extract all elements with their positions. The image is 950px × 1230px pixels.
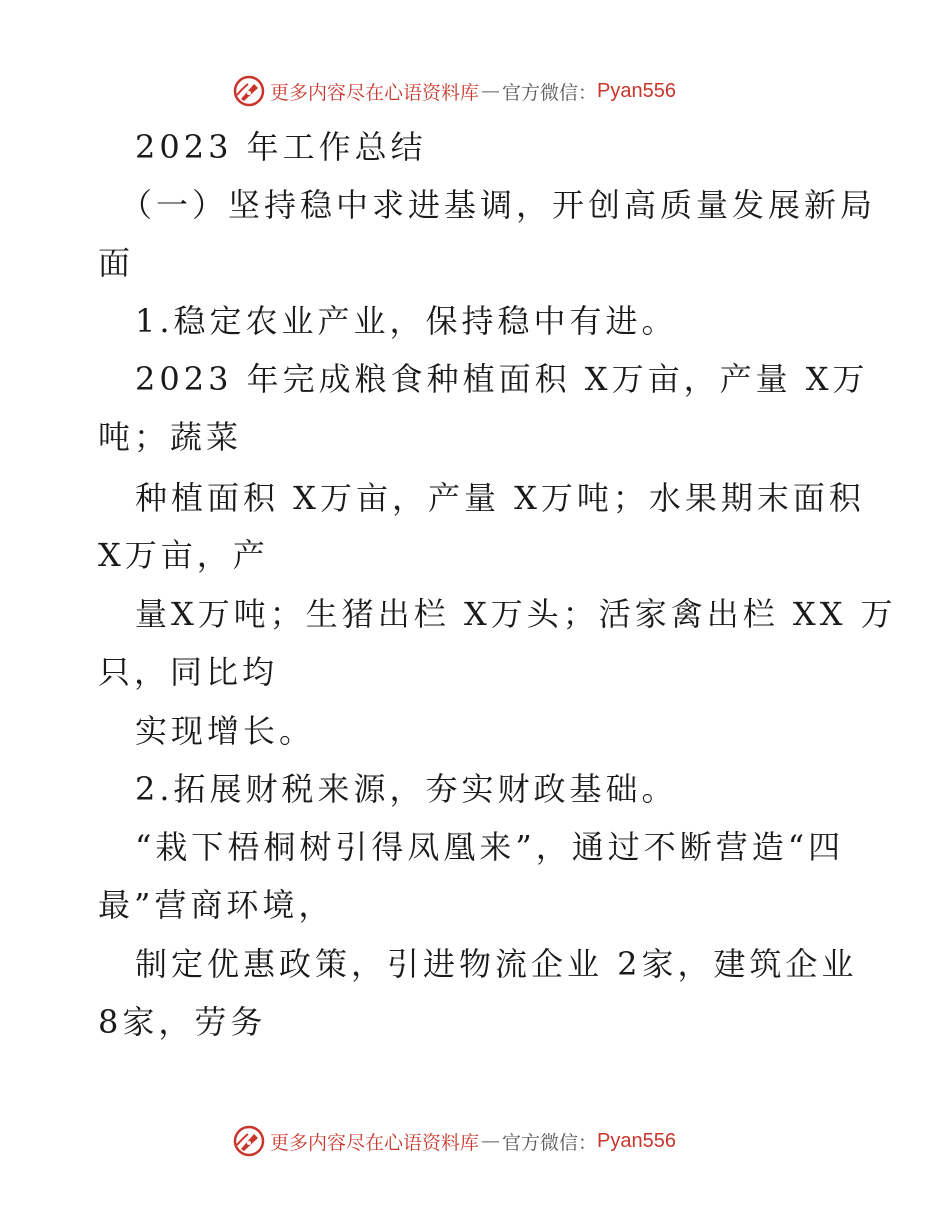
banner-main-text: 更多内容尽在心语资料库 bbox=[270, 1131, 480, 1154]
text-line: 种植面积 X万亩，产量 X万吨；水果期末面积 bbox=[135, 479, 865, 517]
text-line: 实现增长。 bbox=[135, 712, 316, 750]
section-heading: （一）坚持稳中求进基调，开创高质量发展新局 bbox=[120, 186, 877, 224]
footer-watermark-banner bbox=[232, 1124, 712, 1158]
banner-wechat-label: 官方微信： bbox=[502, 81, 598, 104]
banner-wechat-label: 官方微信： bbox=[502, 1131, 598, 1154]
text-line: 量X万吨；生猪出栏 X万头；活家禽出栏 XX 万 bbox=[135, 595, 897, 633]
pen-nib-circle-icon bbox=[232, 74, 266, 108]
text-line: 2023 年完成粮食种植面积 X万亩，产量 X万 bbox=[135, 360, 869, 398]
doc-title: 2023 年工作总结 bbox=[135, 128, 427, 166]
text-line: 制定优惠政策，引进物流企业 2家，建筑企业 bbox=[135, 945, 858, 983]
text-line: 最”营商环境， bbox=[98, 886, 335, 924]
banner-separator: — bbox=[481, 1130, 501, 1152]
subheading: 2.拓展财税来源，夯实财政基础。 bbox=[135, 770, 678, 808]
text-line: “栽下梧桐树引得凤凰来”，通过不断营造“四 bbox=[135, 828, 845, 866]
banner-account: Pyan556 bbox=[597, 79, 676, 102]
banner-separator: — bbox=[481, 80, 501, 102]
header-watermark-banner bbox=[232, 74, 712, 108]
text-line: 只，同比均 bbox=[98, 653, 279, 691]
pen-nib-circle-icon bbox=[232, 1124, 266, 1158]
subheading: 1.稳定农业产业，保持稳中有进。 bbox=[135, 302, 678, 340]
text-line: 8家，劳务 bbox=[98, 1003, 267, 1041]
banner-account: Pyan556 bbox=[597, 1129, 676, 1152]
text-line: X万亩，产 bbox=[98, 536, 269, 574]
text-line: 面 bbox=[98, 244, 135, 282]
text-line: 吨；蔬菜 bbox=[98, 418, 243, 456]
banner-main-text: 更多内容尽在心语资料库 bbox=[270, 81, 480, 104]
